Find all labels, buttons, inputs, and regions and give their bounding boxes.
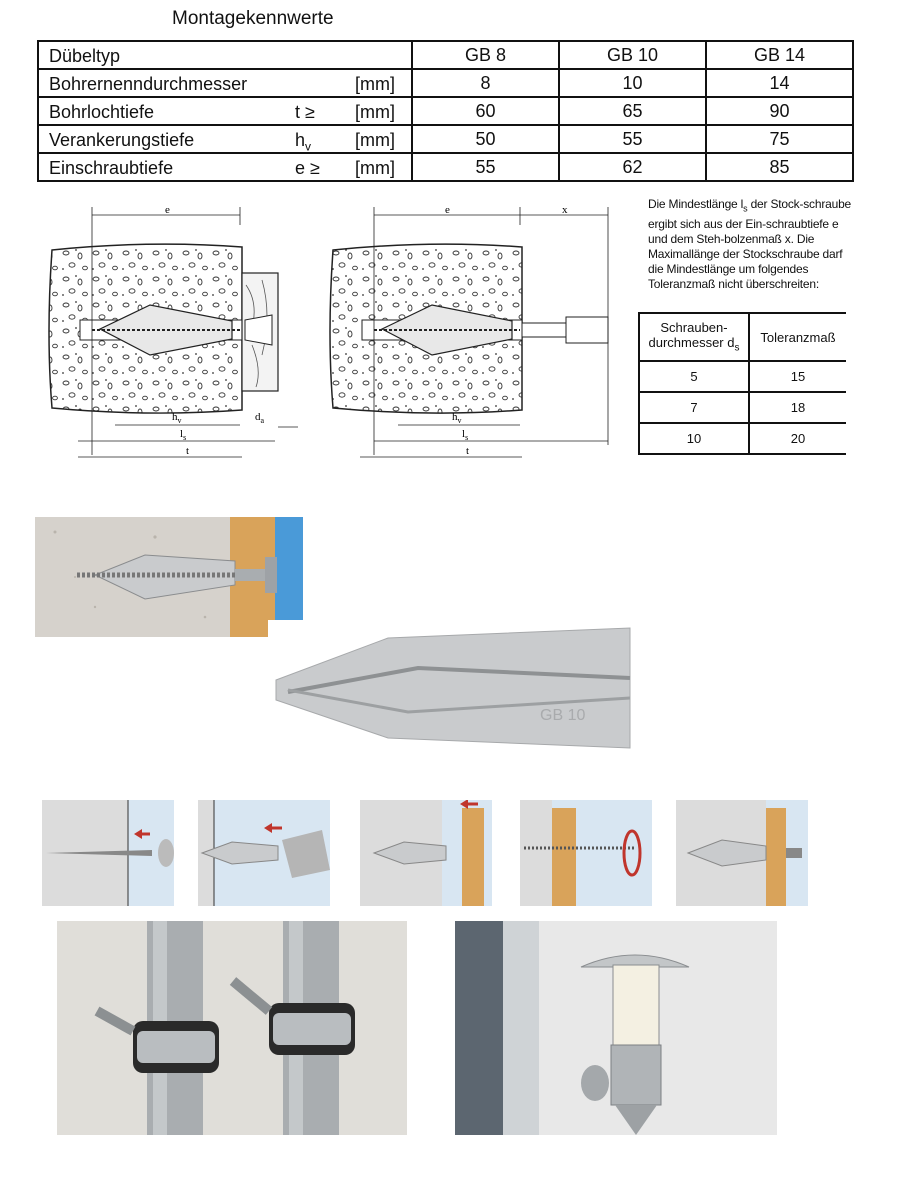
product-marking: GB 10 — [540, 707, 586, 724]
table-row: Einschraubtiefe e ≥ [mm] 55 62 85 — [38, 153, 853, 181]
dim-label-e: e — [445, 204, 450, 216]
drawing-stud-bolt — [330, 204, 608, 457]
table-row: 10 20 — [639, 423, 846, 454]
wall-lamp-photo — [455, 921, 777, 1135]
dim-label-e: e — [165, 204, 170, 216]
header-cell: GB 8 — [412, 41, 559, 69]
dim-label-hv: $h_v$ — [172, 411, 182, 425]
dim-label-ls: $l_s$ — [180, 428, 187, 442]
table-row: 5 15 — [639, 361, 846, 392]
step-insert — [198, 800, 330, 906]
dim-label-da: $d_a$ — [255, 411, 265, 425]
specs-table — [37, 40, 854, 182]
dim-label-hv: $h_v$ — [452, 411, 462, 425]
table-row: Bohrernenndurchmesser [mm] 8 10 14 — [38, 69, 853, 97]
installed-plug-photo — [35, 517, 303, 637]
pipe-clamp-photo — [57, 921, 407, 1135]
dim-label-t: t — [466, 445, 470, 457]
table-row: 7 18 — [639, 392, 846, 423]
drawing-wood-fixing — [49, 204, 298, 457]
header-cell: GB 14 — [706, 41, 853, 69]
tolerance-table — [638, 312, 846, 455]
header-cell: Dübeltyp — [38, 41, 412, 69]
page-title: Montagekennwerte — [172, 8, 334, 29]
installation-drawings — [0, 195, 640, 470]
table-row: Verankerungstiefe $h_v$ [mm] 50 55 75 — [38, 125, 853, 153]
table-header-row — [38, 41, 853, 69]
length-note: Die Mindestlänge $l_s$ der Stock-schraube ergibt sich aus der Ein-schraubtiefe e und dem Steh-bolzenmaß x. Die Maximallänge der Stockschraube darf die Mindestlänge um folgendes Toleranzmaß nicht überschreiten: — [648, 197, 852, 292]
step-drill — [42, 800, 174, 906]
header-cell: GB 10 — [559, 41, 706, 69]
plug-product-photo — [268, 620, 638, 755]
dim-label-x: x — [562, 204, 568, 216]
table-header-row: Schrauben-durchmesser $d_s$ Toleranzmaß — [639, 313, 846, 361]
step-screw — [520, 800, 652, 906]
dim-label-ls: $l_s$ — [462, 428, 469, 442]
installation-steps — [42, 800, 812, 908]
step-done — [676, 800, 808, 906]
step-position-wood — [360, 800, 492, 906]
table-row: Bohrlochtiefe t ≥ [mm] 60 65 90 — [38, 97, 853, 125]
dim-label-t: t — [186, 445, 190, 457]
